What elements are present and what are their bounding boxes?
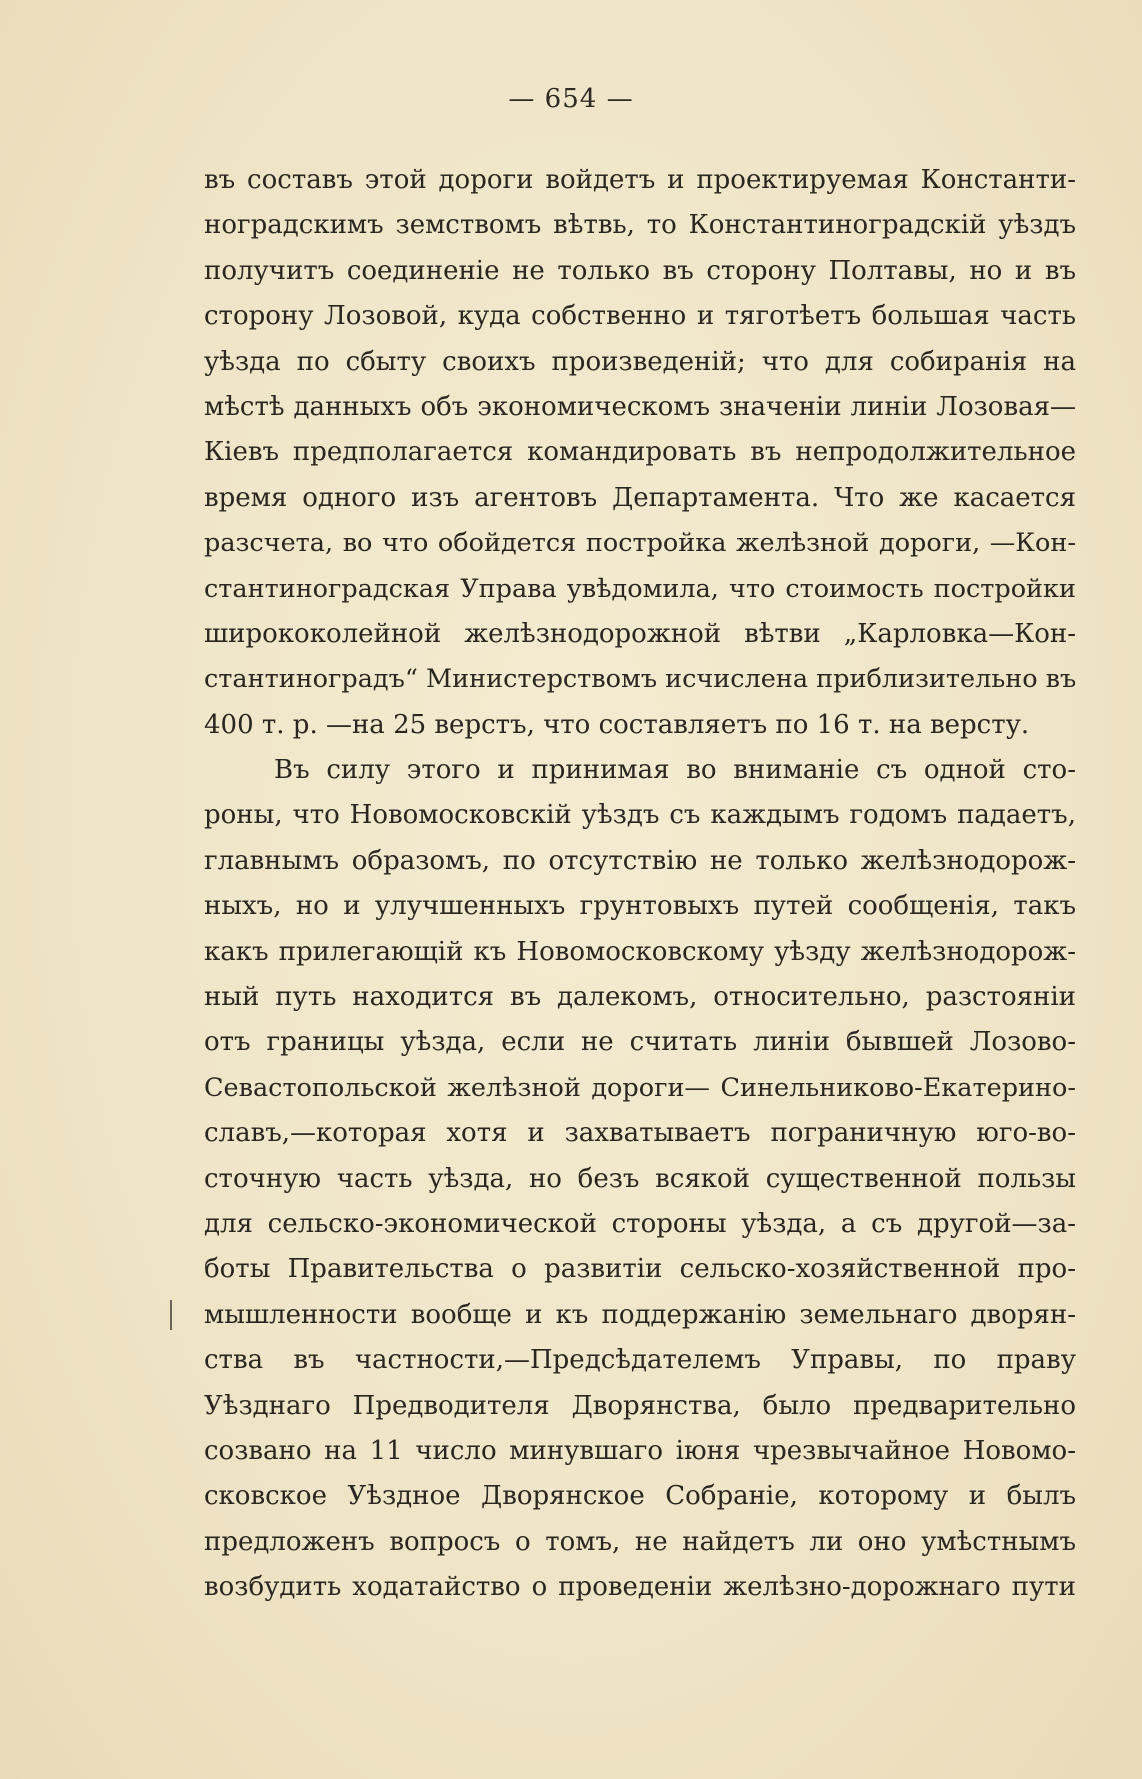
text-line: ныхъ, но и улучшенныхъ грунтовыхъ путей сообщенія, такъ xyxy=(204,891,1076,922)
text-line: сточную часть уѣзда, но безъ всякой существенной пользы xyxy=(204,1163,1076,1194)
text-line: стантиноградская Управа увѣдомила, что стоимость постройки xyxy=(204,573,1076,604)
text-line: ширококолейной желѣзнодорожной вѣтви „Карловка—Кон- xyxy=(204,618,1076,649)
text-line: время одного изъ агентовъ Департамента. Что же касается xyxy=(204,482,1076,513)
text-line: стантиноградъ“ Министерствомъ исчислена приблизительно въ xyxy=(204,664,1076,695)
text-line: ства въ частности,—Предсѣдателемъ Управы, по праву xyxy=(204,1345,1076,1376)
text-line: мѣстѣ данныхъ объ экономическомъ значеніи линіи Лозовая— xyxy=(204,391,1076,422)
text-line: главнымъ образомъ, по отсутствію не только желѣзнодорож- xyxy=(204,845,1076,876)
body-text xyxy=(204,158,1076,1611)
text-line: сковское Уѣздное Дворянское Собраніе, которому и былъ xyxy=(204,1481,1076,1512)
text-line: какъ прилегающій къ Новомосковскому уѣзду желѣзнодорож- xyxy=(204,936,1076,967)
text-line: ноградскимъ земствомъ вѣтвь, то Константиноградскій уѣздъ xyxy=(204,210,1076,241)
margin-mark xyxy=(170,1300,172,1330)
text-line: роны, что Новомосковскій уѣздъ съ каждымъ годомъ падаетъ, xyxy=(204,800,1076,831)
text-line: созвано на 11 число минувшаго іюня чрезвычайное Новомо- xyxy=(204,1435,1076,1466)
text-line: въ составъ этой дороги войдетъ и проектируемая Константи- xyxy=(204,165,1076,195)
text-line: славъ,—которая хотя и захватываетъ пограничную юго-во- xyxy=(204,1118,1076,1149)
text-line: возбудить ходатайство о проведеніи желѣзно-дорожнаго пути xyxy=(204,1572,1076,1603)
text-line: сторону Лозовой, куда собственно и тяготѣетъ большая часть xyxy=(204,301,1076,332)
text-line: Уѣзднаго Предводителя Дворянства, было предварительно xyxy=(204,1390,1076,1421)
page-number: — 654 — xyxy=(508,84,634,114)
text-line: отъ границы уѣзда, если не считать линіи бывшей Лозово- xyxy=(204,1027,1076,1058)
text-line: Кіевъ предполагается командировать въ непродолжительное xyxy=(204,437,1076,468)
text-line-paragraph-start: Въ силу этого и принимая во вниманіе съ одной сто- xyxy=(274,755,1076,786)
text-line-paragraph-end: 400 т. р. —на 25 верстъ, что составляетъ по 16 т. на версту. xyxy=(204,709,1030,740)
text-line: для сельско-экономической стороны уѣзда, а съ другой—за- xyxy=(204,1208,1076,1239)
text-line: Севастопольской желѣзной дороги— Синельниково-Екатерино- xyxy=(204,1072,1076,1103)
text-line: уѣзда по сбыту своихъ произведеній; что для собиранія на xyxy=(204,346,1076,377)
text-line: получитъ соединеніе не только въ сторону Полтавы, но и въ xyxy=(204,255,1076,286)
text-line: мышленности вообще и къ поддержанію земельнаго дворян- xyxy=(204,1299,1076,1330)
text-line: ный путь находится въ далекомъ, относительно, разстояніи xyxy=(204,982,1076,1013)
text-line: разсчета, во что обойдется постройка желѣзной дороги, —Кон- xyxy=(204,528,1076,559)
text-line: боты Правительства о развитіи сельско-хозяйственной про- xyxy=(204,1254,1076,1285)
text-line: предложенъ вопросъ о томъ, не найдетъ ли оно умѣстнымъ xyxy=(204,1526,1076,1557)
